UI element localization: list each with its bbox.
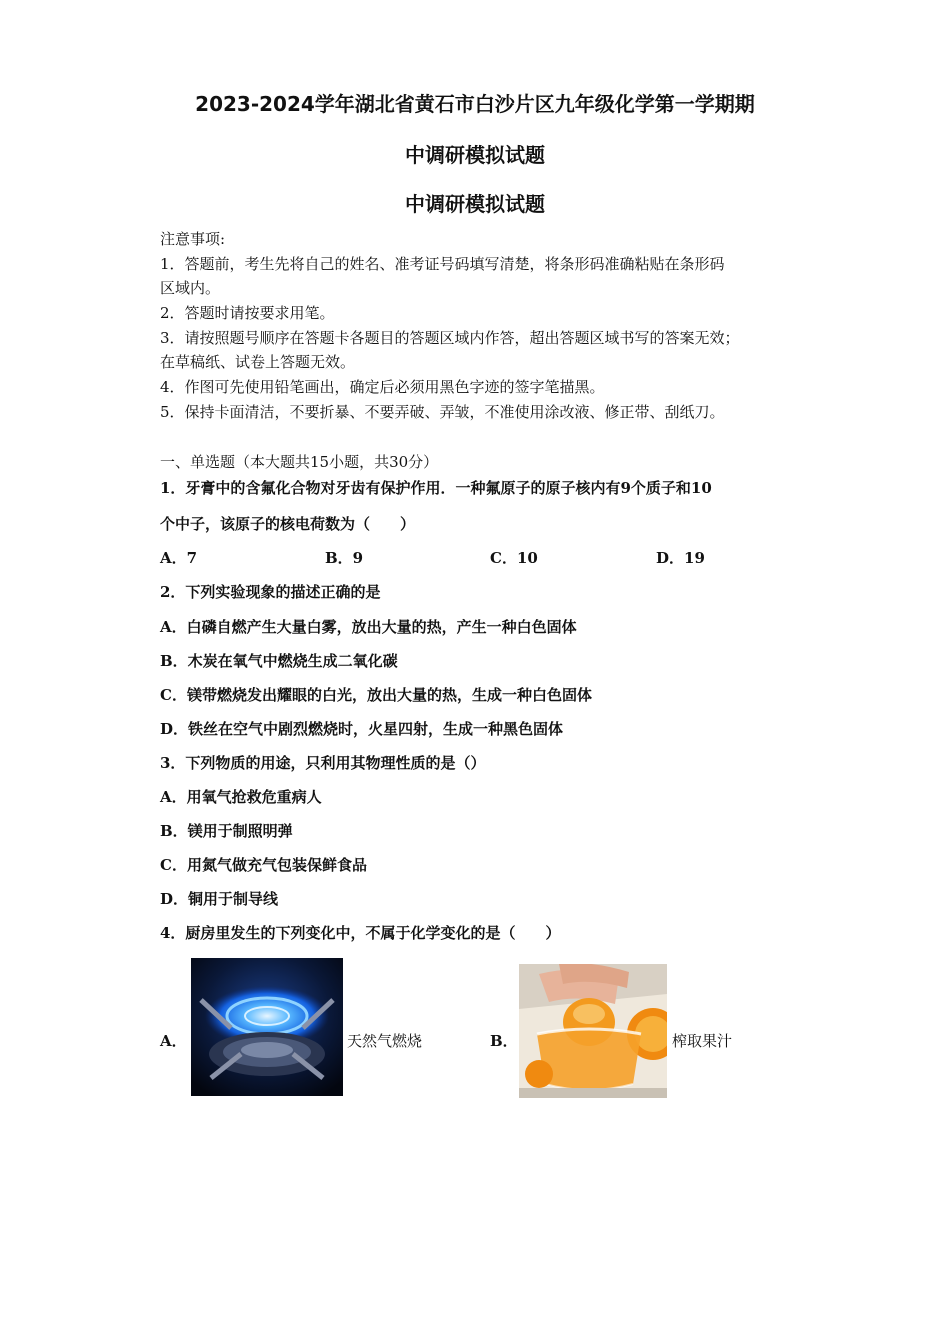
question-stem: 个中子，该原子的核电荷数为（ ） bbox=[160, 515, 416, 533]
option-b: B．木炭在氧气中燃烧生成二氧化碳 bbox=[160, 652, 398, 670]
question-stem: 3．下列物质的用途，只利用其物理性质的是（） bbox=[160, 754, 486, 772]
option-b-caption: 榨取果汁 bbox=[672, 1032, 733, 1050]
note-line: 4．作图可先使用铅笔画出，确定后必须用黑色字迹的签字笔描黑。 bbox=[160, 378, 605, 396]
juicer-image bbox=[519, 964, 667, 1098]
option-a: A．白磷自燃产生大量白雾，放出大量的热，产生一种白色固体 bbox=[160, 618, 577, 636]
option-c: C．镁带燃烧发出耀眼的白光，放出大量的热，生成一种白色固体 bbox=[160, 686, 592, 704]
option-a: A．用氧气抢救危重病人 bbox=[160, 788, 322, 806]
option-b: B．镁用于制照明弹 bbox=[160, 822, 293, 840]
option-a-caption: 天然气燃烧 bbox=[347, 1032, 423, 1050]
note-line: 区域内。 bbox=[160, 279, 221, 297]
option-a-letter: A． bbox=[160, 1032, 187, 1050]
note-line: 3．请按照题号顺序在答题卡各题目的答题区域内作答，超出答题区域书写的答案无效； bbox=[160, 329, 740, 347]
option-c: C．用氮气做充气包装保鲜食品 bbox=[160, 856, 367, 874]
option-b-letter: B． bbox=[490, 1032, 518, 1050]
title-line-1: 2023-2024学年湖北省黄石市白沙片区九年级化学第一学期期 bbox=[195, 92, 755, 116]
note-line: 1．答题前，考生先将自己的姓名、准考证号码填写清楚，将条形码准确粘贴在条形码 bbox=[160, 255, 725, 273]
note-line: 2．答题时请按要求用笔。 bbox=[160, 304, 335, 322]
question-stem: 1．牙膏中的含氟化合物对牙齿有保护作用．一种氟原子的原子核内有9个质子和10 bbox=[160, 479, 712, 497]
option-d: D．铁丝在空气中剧烈燃烧时，火星四射，生成一种黑色固体 bbox=[160, 720, 564, 738]
option-c: C．10 bbox=[490, 549, 538, 567]
title-line-3: 中调研模拟试题 bbox=[405, 192, 545, 216]
option-a: A．7 bbox=[160, 549, 198, 567]
gas-flame-image bbox=[191, 958, 343, 1096]
section-heading: 一、单选题（本大题共15小题，共30分） bbox=[160, 453, 439, 471]
note-line: 在草稿纸、试卷上答题无效。 bbox=[160, 353, 356, 371]
question-stem: 4．厨房里发生的下列变化中，不属于化学变化的是（ ） bbox=[160, 924, 561, 942]
title-line-2: 中调研模拟试题 bbox=[405, 143, 545, 167]
note-line: 5．保持卡面清洁，不要折暴、不要弄破、弄皱，不准使用涂改液、修正带、刮纸刀。 bbox=[160, 403, 725, 421]
option-b: B．9 bbox=[325, 549, 364, 567]
option-d: D．19 bbox=[656, 549, 705, 567]
question-stem: 2．下列实验现象的描述正确的是 bbox=[160, 583, 381, 601]
notes-heading: 注意事项: bbox=[160, 230, 226, 248]
option-d: D．铜用于制导线 bbox=[160, 890, 279, 908]
